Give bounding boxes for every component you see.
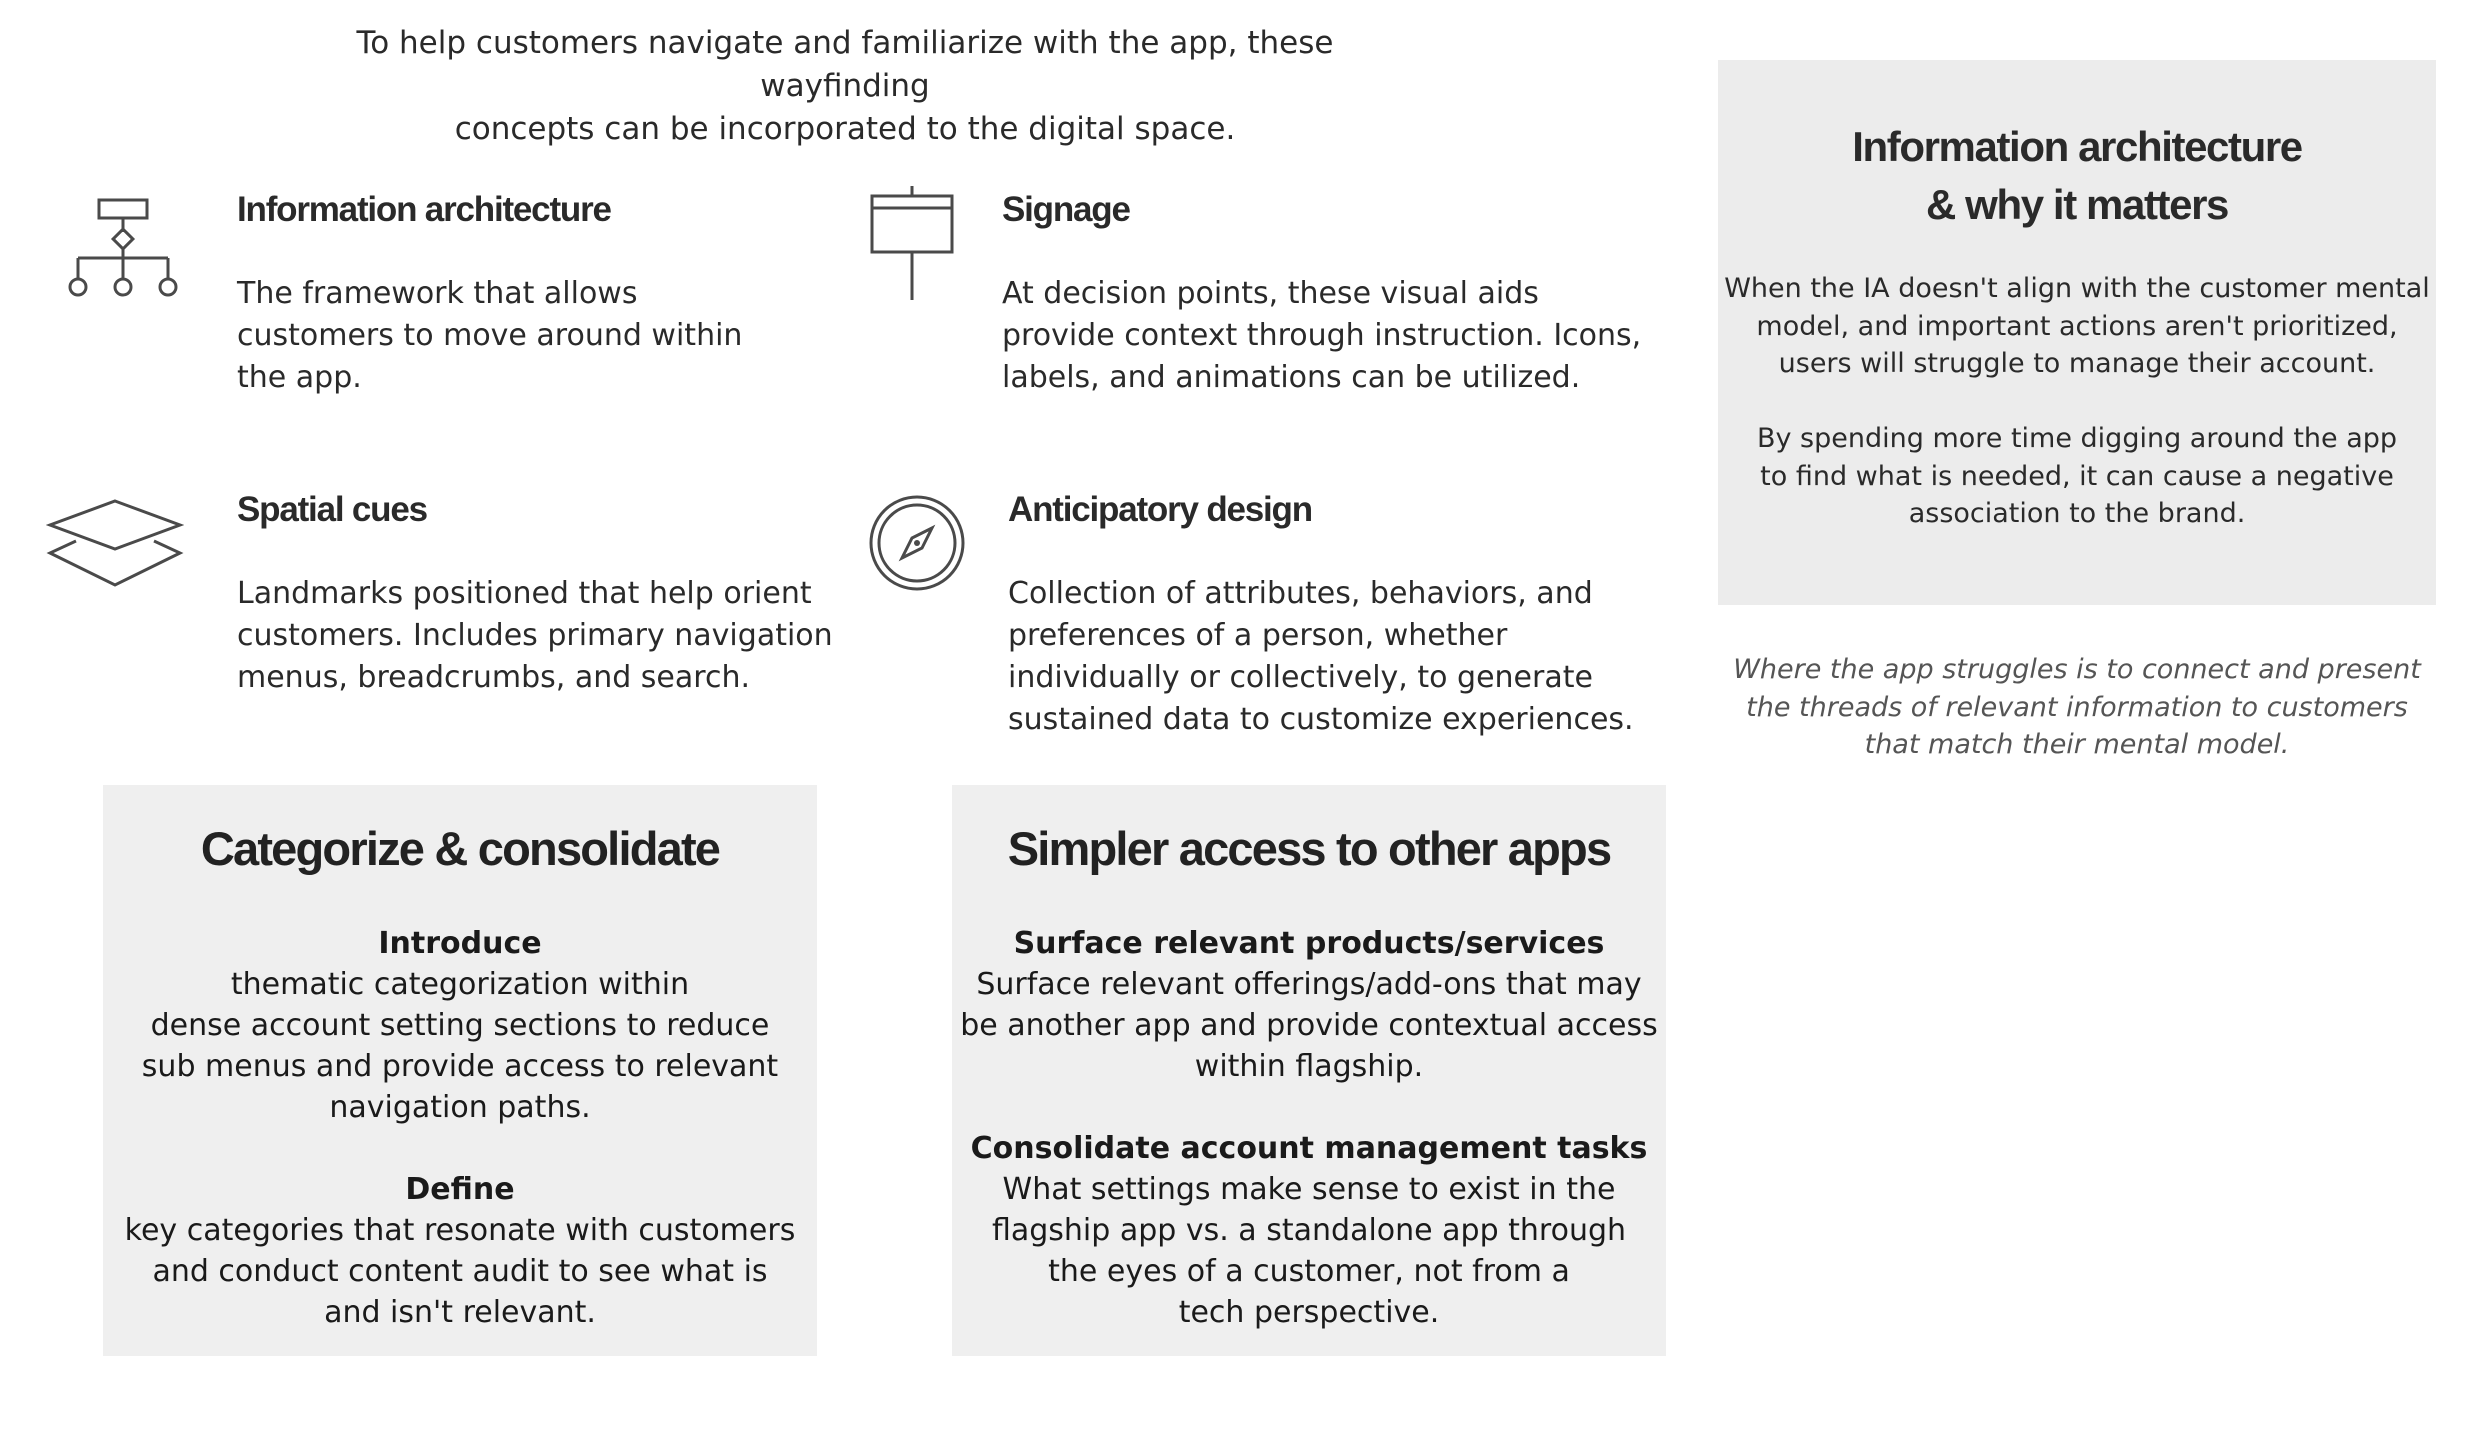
body-line: customers. Includes primary navigation <box>237 618 833 653</box>
concept-title-anticipatory-design: Anticipatory design <box>1008 490 1312 529</box>
block-line: Surface relevant offerings/add-ons that may <box>976 967 1642 1002</box>
note-line: that match their mental model. <box>1864 729 2290 760</box>
body-line: Landmarks positioned that help orient <box>237 576 812 611</box>
para-line: to find what is needed, it can cause a negative <box>1760 460 2394 492</box>
block-line: and isn't relevant. <box>324 1295 596 1330</box>
block-line: sub menus and provide access to relevant <box>141 1049 779 1084</box>
compass-icon <box>868 494 966 592</box>
body-line: At decision points, these visual aids <box>1002 276 1539 311</box>
block-line: and conduct content audit to see what is <box>152 1254 768 1289</box>
concept-title-signage: Signage <box>1002 190 1130 229</box>
intro-text <box>280 22 1410 151</box>
block-line: What settings make sense to exist in the <box>1002 1172 1616 1207</box>
block-line: thematic categorization within <box>230 967 690 1002</box>
concept-body-anticipatory-design <box>1008 573 1634 741</box>
block-heading: Define <box>405 1172 515 1207</box>
sitemap-icon <box>66 196 182 300</box>
concept-body-information-architecture <box>237 273 742 399</box>
body-line: customers to move around within <box>237 318 743 353</box>
ia-paragraph-1 <box>1718 270 2436 383</box>
body-line: sustained data to customize experiences. <box>1008 702 1634 737</box>
title-line: Information architecture <box>1852 123 2302 170</box>
simpler-access-panel <box>952 785 1666 1356</box>
consolidate-block <box>952 1128 1666 1333</box>
block-line: the eyes of a customer, not from a <box>1048 1254 1570 1289</box>
define-block <box>103 1169 817 1333</box>
block-line: dense account setting sections to reduce <box>150 1008 770 1043</box>
concept-title-information-architecture: Information architecture <box>237 190 611 229</box>
block-heading: Introduce <box>378 926 542 961</box>
note-line: the threads of relevant information to customers <box>1746 691 2408 723</box>
concept-body-signage <box>1002 273 1641 399</box>
ia-struggle-note <box>1718 651 2436 764</box>
panel-title: Simpler access to other apps <box>1007 822 1611 875</box>
body-line: provide context through instruction. Icons, <box>1002 318 1642 353</box>
block-line: flagship app vs. a standalone app through <box>991 1213 1627 1248</box>
body-line: preferences of a person, whether <box>1008 618 1508 653</box>
layers-icon <box>46 497 184 589</box>
body-line: The framework that allows <box>237 276 638 311</box>
intro-line: To help customers navigate and familiarize with the app, these wayfinding <box>356 25 1334 104</box>
ia-paragraph-2 <box>1718 420 2436 533</box>
body-line: Collection of attributes, behaviors, and <box>1008 576 1593 611</box>
body-line: the app. <box>237 360 362 395</box>
title-line: & why it matters <box>1925 181 2228 228</box>
para-line: When the IA doesn't align with the customer mental <box>1724 273 2430 304</box>
categorize-panel <box>103 785 817 1356</box>
para-line: association to the brand. <box>1908 498 2246 529</box>
block-line: key categories that resonate with customers <box>124 1213 796 1248</box>
body-line: labels, and animations can be utilized. <box>1002 360 1581 395</box>
surface-block <box>952 923 1666 1087</box>
concept-title-spatial-cues: Spatial cues <box>237 490 427 529</box>
block-heading: Surface relevant products/services <box>1013 926 1605 961</box>
concept-body-spatial-cues <box>237 573 833 699</box>
signpost-icon <box>868 184 956 302</box>
para-line: model, and important actions aren't prioritized, <box>1756 310 2398 342</box>
block-line: navigation paths. <box>329 1090 591 1125</box>
ia-why-it-matters-panel <box>1718 60 2436 605</box>
para-line: users will struggle to manage their account. <box>1778 348 2376 379</box>
note-line: Where the app struggles is to connect and present <box>1733 654 2421 685</box>
block-line: tech perspective. <box>1178 1295 1440 1330</box>
body-line: individually or collectively, to generate <box>1008 660 1593 695</box>
body-line: menus, breadcrumbs, and search. <box>237 660 750 695</box>
introduce-block <box>103 923 817 1128</box>
block-heading: Consolidate account management tasks <box>970 1131 1648 1166</box>
block-line: within flagship. <box>1194 1049 1424 1084</box>
para-line: By spending more time digging around the app <box>1756 423 2398 454</box>
ia-panel-title <box>1718 118 2436 234</box>
intro-line: concepts can be incorporated to the digital space. <box>454 111 1236 147</box>
block-line: be another app and provide contextual access <box>960 1008 1658 1043</box>
panel-title: Categorize & consolidate <box>200 822 720 875</box>
